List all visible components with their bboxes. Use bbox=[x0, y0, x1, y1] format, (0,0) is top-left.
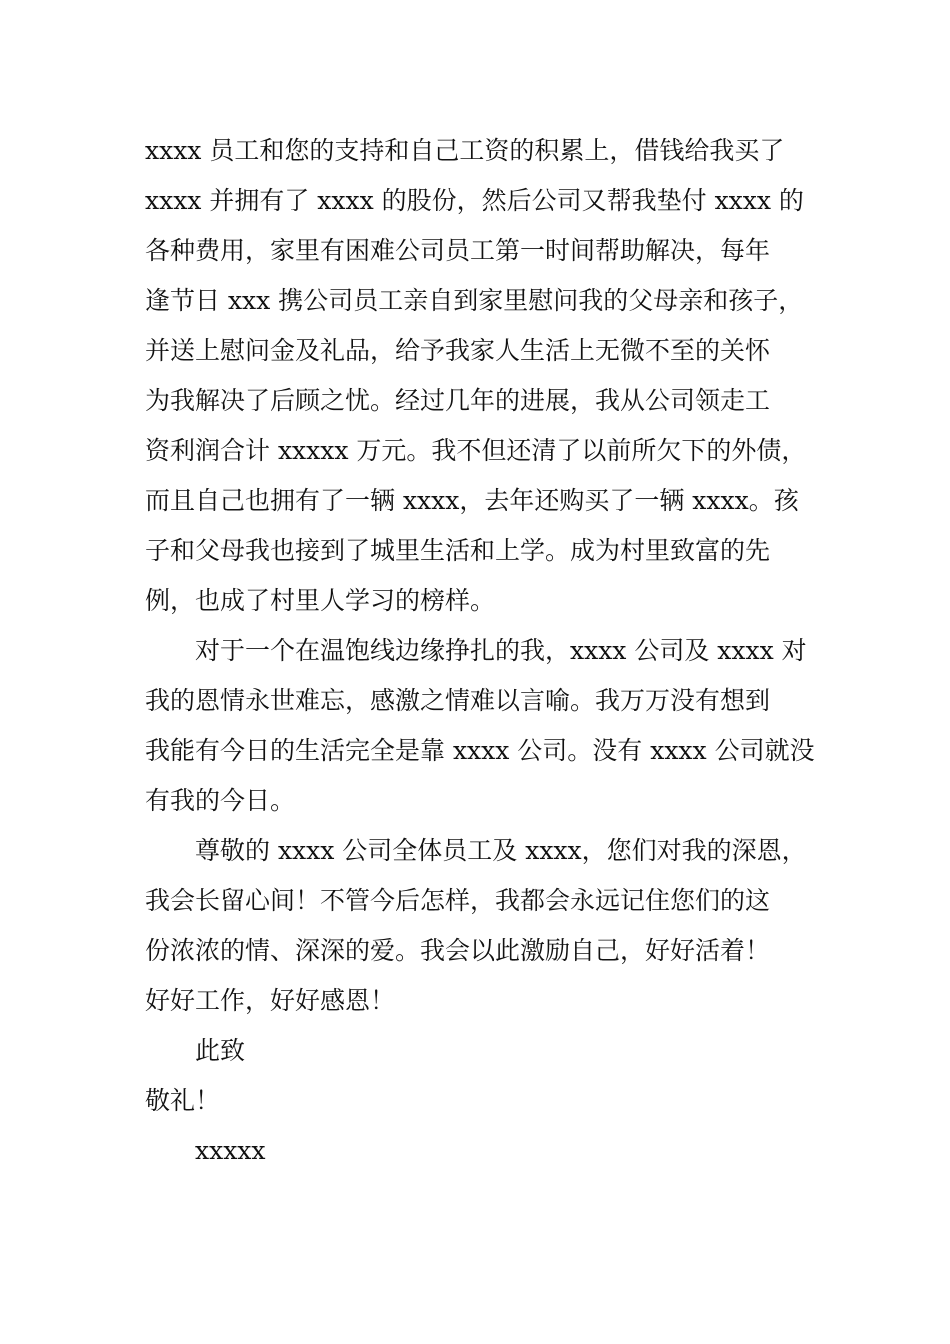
signature-name: xxxxx bbox=[195, 1136, 266, 1165]
text-line: 而且自己也拥有了一辆 xxxx，去年还购买了一辆 xxxx。孩 bbox=[145, 486, 799, 515]
closing-salutation: 此致 bbox=[195, 1036, 246, 1065]
text-line: 并送上慰问金及礼品，给予我家人生活上无微不至的关怀 bbox=[145, 336, 771, 365]
text-line: 我能有今日的生活完全是靠 xxxx 公司。没有 xxxx 公司就没 bbox=[145, 736, 815, 765]
text-line: xxxx 员工和您的支持和自己工资的积累上，借钱给我买了 bbox=[145, 136, 785, 165]
text-line: 资利润合计 xxxxx 万元。我不但还清了以前所欠下的外债， bbox=[145, 436, 807, 465]
paragraph-start-line: 对于一个在温饱线边缘挣扎的我，xxxx 公司及 xxxx 对 bbox=[195, 636, 807, 665]
text-line: xxxx 并拥有了 xxxx 的股份，然后公司又帮我垫付 xxxx 的 bbox=[145, 186, 804, 215]
text-line: 为我解决了后顾之忧。经过几年的进展，我从公司领走工 bbox=[145, 386, 771, 415]
text-line: 例，也成了村里人学习的榜样。 bbox=[145, 586, 496, 615]
text-line: 逢节日 xxx 携公司员工亲自到家里慰问我的父母亲和孩子， bbox=[145, 286, 804, 315]
text-line: 好好工作，好好感恩！ bbox=[145, 986, 396, 1015]
text-line: 我会长留心间！不管今后怎样，我都会永远记住您们的这 bbox=[145, 886, 771, 915]
closing-regards: 敬礼！ bbox=[145, 1086, 221, 1115]
text-line: 份浓浓的情、深深的爱。我会以此激励自己，好好活着！ bbox=[145, 936, 771, 965]
text-line: 各种费用，家里有困难公司员工第一时间帮助解决，每年 bbox=[145, 236, 771, 265]
paragraph-start-line: 尊敬的 xxxx 公司全体员工及 xxxx，您们对我的深恩， bbox=[195, 836, 807, 865]
letter-body bbox=[145, 126, 815, 1176]
text-line: 子和父母我也接到了城里生活和上学。成为村里致富的先 bbox=[145, 536, 771, 565]
text-line: 我的恩情永世难忘，感激之情难以言喻。我万万没有想到 bbox=[145, 686, 771, 715]
text-line: 有我的今日。 bbox=[145, 786, 296, 815]
